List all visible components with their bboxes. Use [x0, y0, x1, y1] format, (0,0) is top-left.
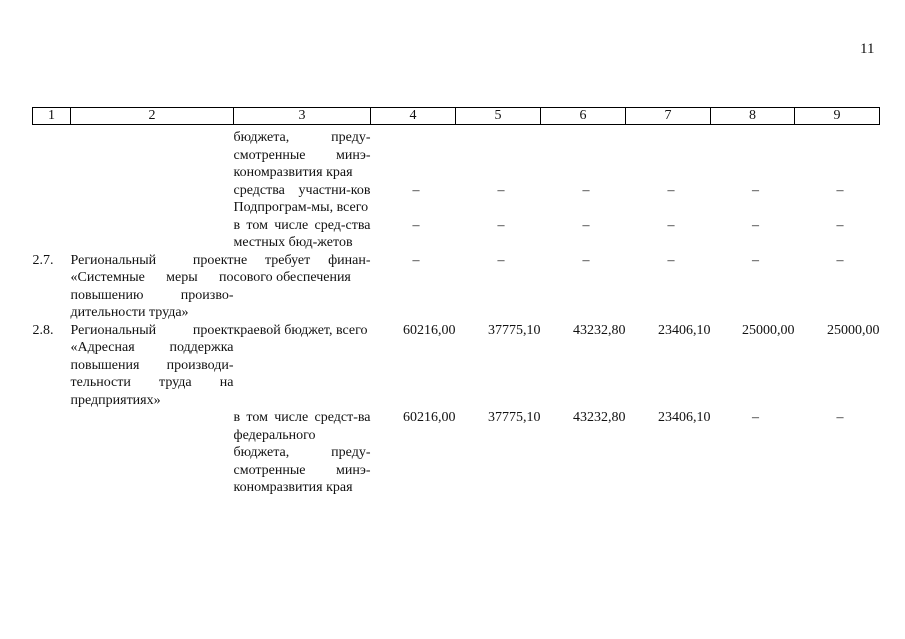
value-cell: 23406,10: [658, 410, 711, 425]
budget-table: [32, 107, 880, 497]
funding-source: средства участни-ков Подпрограм-мы, всего: [233, 182, 371, 215]
value-cell: [795, 182, 880, 217]
funding-source: бюджета, преду-смотренные минэ-кономразвития края: [233, 130, 371, 180]
value-cell: 43232,80: [573, 322, 626, 338]
value-cell: 23406,10: [658, 322, 711, 338]
table-row: [33, 409, 880, 497]
value-cell: [795, 125, 880, 182]
dash-value: –: [497, 217, 505, 233]
dash-value: –: [412, 217, 420, 233]
column-header: 1: [33, 108, 71, 125]
column-header: 2: [71, 108, 234, 125]
value-cell: [626, 252, 711, 322]
value-cell: [626, 125, 711, 182]
dash-value: –: [836, 217, 844, 233]
dash-value: –: [752, 252, 759, 268]
column-header: 5: [456, 108, 541, 125]
value-cell: 37775,10: [488, 410, 541, 425]
value-cell: [456, 252, 541, 322]
row-name: [71, 182, 234, 217]
header-row: [33, 108, 880, 125]
value-cell: [456, 182, 541, 217]
value-cell: [371, 125, 456, 182]
dash-value: –: [836, 252, 844, 268]
value-cell: [626, 217, 711, 252]
dash-value: –: [752, 182, 759, 198]
value-cell: [541, 252, 626, 322]
dash-value: –: [582, 252, 590, 268]
table-row: [33, 252, 880, 322]
value-cell: [371, 252, 456, 322]
row-number: [33, 217, 71, 252]
value-cell: [711, 409, 795, 497]
row-name: [71, 217, 234, 252]
value-cell: [371, 182, 456, 217]
column-header: 6: [541, 108, 626, 125]
table-row: [33, 125, 880, 182]
dash-value: –: [667, 217, 675, 233]
value-cell: [795, 252, 880, 322]
value-cell: [711, 217, 795, 252]
value-cell: 25000,00: [742, 322, 795, 338]
row-number: [33, 182, 71, 217]
value-cell: [795, 409, 880, 497]
table-row: [33, 217, 880, 252]
value-cell: [711, 125, 795, 182]
row-number: 2.7.: [32, 252, 54, 268]
page-number: 11: [860, 41, 875, 57]
row-name: [71, 409, 234, 497]
row-name: Региональный проект «Системные меры по повышению произво-дительности труда»: [70, 252, 234, 320]
value-cell: [456, 125, 541, 182]
column-header: 8: [711, 108, 795, 125]
value-cell: [541, 217, 626, 252]
value-cell: 60216,00: [403, 322, 456, 338]
column-header: 4: [371, 108, 456, 125]
value-cell: [541, 182, 626, 217]
dash-value: –: [497, 252, 505, 268]
funding-source: в том числе средст-ва федерального бюджета, преду-смотренные минэ-кономразвития края: [233, 410, 371, 495]
column-header: 7: [626, 108, 711, 125]
dash-value: –: [582, 182, 590, 198]
row-number: 2.8.: [32, 322, 54, 338]
dash-value: –: [836, 182, 844, 198]
funding-source: в том числе сред-ства местных бюд-жетов: [233, 217, 371, 250]
value-cell: [541, 125, 626, 182]
dash-value: –: [412, 252, 420, 268]
dash-value: –: [497, 182, 505, 198]
value-cell: [711, 252, 795, 322]
value-cell: 60216,00: [403, 410, 456, 425]
column-header: 9: [795, 108, 880, 125]
dash-value: –: [667, 252, 675, 268]
column-header: 3: [234, 108, 371, 125]
value-cell: [795, 217, 880, 252]
dash-value: –: [752, 217, 759, 233]
table-row: [33, 182, 880, 217]
dash-value: –: [582, 217, 590, 233]
value-cell: 25000,00: [827, 322, 880, 338]
dash-value: –: [667, 182, 675, 198]
row-number: [33, 125, 71, 182]
value-cell: [711, 182, 795, 217]
value-cell: [456, 217, 541, 252]
row-number: [33, 409, 71, 497]
dash-value: –: [412, 182, 420, 198]
value-cell: [626, 182, 711, 217]
value-cell: 37775,10: [488, 322, 541, 338]
dash-value: –: [836, 410, 844, 425]
funding-source: не требует финан-сового обеспечения: [233, 252, 371, 285]
value-cell: [371, 217, 456, 252]
funding-source: краевой бюджет, всего: [233, 322, 368, 338]
row-name: Региональный проект «Адресная поддержка повышения производи-тельности труда на предприятиях»: [70, 322, 234, 408]
row-name: [71, 125, 234, 182]
dash-value: –: [752, 410, 759, 425]
value-cell: 43232,80: [573, 410, 626, 425]
table-row: [33, 322, 880, 410]
